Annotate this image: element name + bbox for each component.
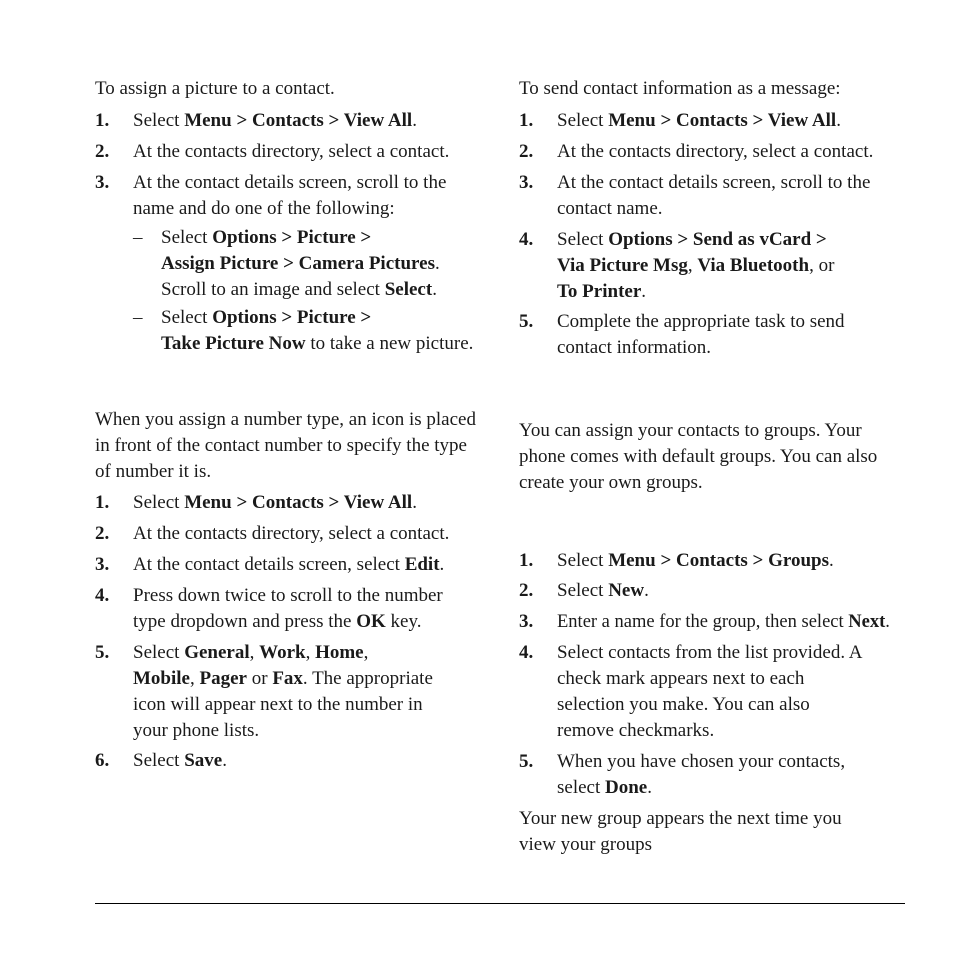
send-contact-intro: To send contact information as a message: — [519, 78, 841, 99]
assign-picture-intro: To assign a picture to a contact. — [95, 78, 335, 99]
groups-outro: Your new group appears the next time you view your groups — [519, 808, 842, 855]
footer-rule — [95, 903, 905, 904]
groups-intro: You can assign your contacts to groups. Your phone comes with default groups. You can also create your own groups. — [519, 420, 878, 493]
number-type-intro: When you assign a number type, an icon is placed in front of the contact number to specify the type of number it is. — [95, 409, 476, 482]
